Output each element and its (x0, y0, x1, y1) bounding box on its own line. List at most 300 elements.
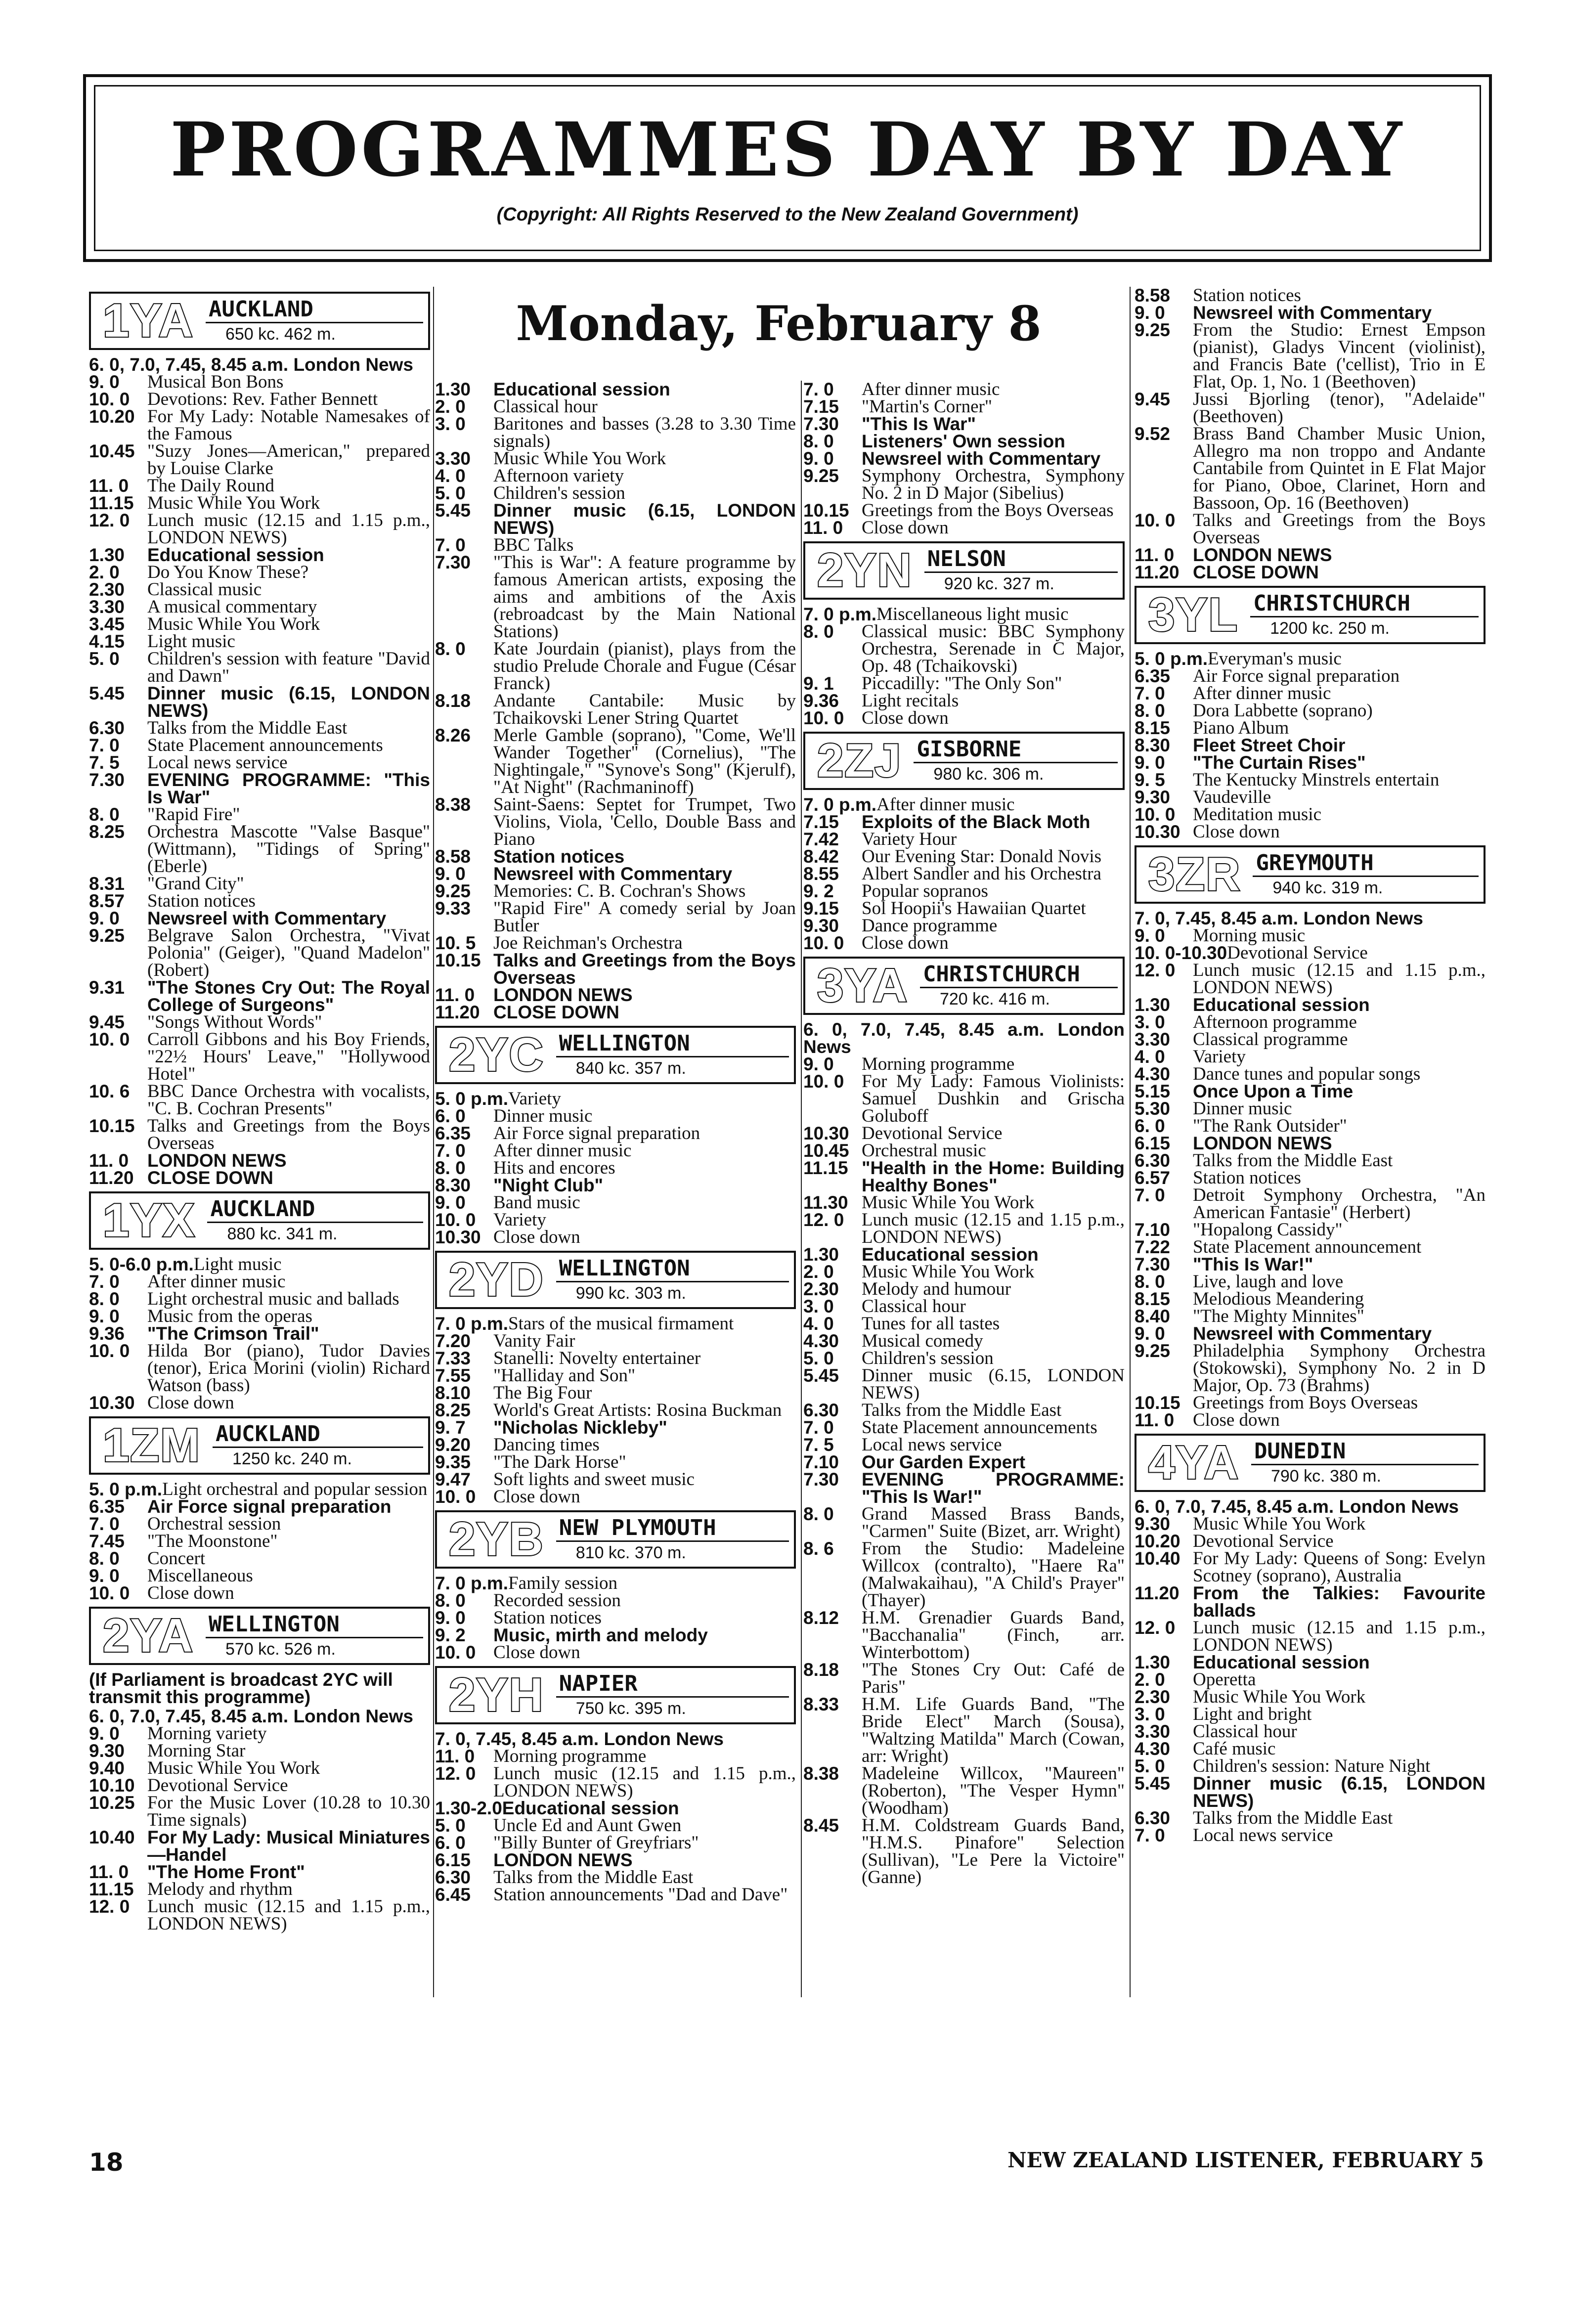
programme-description: Exploits of the Black Moth (862, 812, 1091, 832)
programme-entry (803, 1021, 1125, 1055)
programme-time: 9.25 (89, 925, 125, 946)
programme-time: 8.40 (1135, 1306, 1171, 1326)
programme-description: 6. 0, 7.0, 7.45, 8.45 a.m. London News (803, 1019, 1125, 1057)
programme-entry (89, 1829, 430, 1863)
programme-entry (89, 1777, 430, 1794)
programme-time: 9.36 (803, 691, 839, 711)
programme-description: 6. 0, 7.0, 7.45, 8.45 a.m. London News (89, 1706, 413, 1726)
programme-time: 8.18 (435, 691, 471, 711)
programme-entry (89, 1794, 430, 1829)
programme-entry (89, 1342, 430, 1394)
programme-entry (1135, 754, 1486, 771)
programme-entry (803, 882, 1125, 900)
programme-entry (803, 1055, 1125, 1073)
programme-description: Greetings from Boys Overseas (1193, 1393, 1418, 1413)
programme-entry (1135, 1083, 1486, 1100)
programme-description: Educational session (502, 1798, 679, 1818)
programme-description: For My Lady: Famous Violinists: Samuel Dushkin and Grischa Goluboff (862, 1071, 1125, 1126)
programme-time: 10.10 (89, 1775, 135, 1796)
programme-description: Symphony Orchestra, Symphony No. 2 in D Major (Sibelius) (862, 466, 1125, 503)
programme-time: 11.15 (89, 493, 134, 513)
programme-entry (803, 519, 1125, 536)
programme-entry (89, 1290, 430, 1308)
programme-time: 7. 0 (435, 535, 466, 555)
programme-time: 9.45 (89, 1012, 125, 1032)
programme-entry (803, 623, 1125, 675)
programme-entry (1135, 910, 1486, 927)
programme-entry (1135, 1584, 1486, 1619)
programme-description: LONDON NEWS (1193, 1133, 1332, 1153)
programme-description: H.M. Life Guards Band, "The Bride Elect" March (Sousa), "Waltzing Matilda" March (Cowan, arr: Wright) (862, 1694, 1125, 1766)
programme-description: Station notices (147, 891, 256, 911)
programme-description: Close down (862, 708, 949, 728)
station-block (89, 292, 430, 1186)
station-note: (If Parliament is broadcast 2YC will transmit this programme) (89, 1669, 393, 1707)
programme-time: 10.30 (1135, 822, 1180, 842)
programme-time: 11. 0 (89, 1862, 129, 1882)
programme-time: 7.42 (803, 829, 839, 849)
programme-description: Light orchestral and popular session (162, 1479, 428, 1499)
programme-entry (803, 848, 1125, 865)
programme-description: Kate Jourdain (pianist), plays from the studio Prelude Chorale and Fugue (César Franck) (493, 639, 796, 694)
programme-entry (1135, 1100, 1486, 1117)
station-block (89, 1191, 430, 1411)
programme-time: 9.30 (1135, 1514, 1171, 1534)
programme-entry (803, 1696, 1125, 1765)
programme-description: Classical music: BBC Symphony Orchestra, Serenade in C Major, Op. 48 (Tchaikovski) (862, 621, 1125, 676)
programme-entry (435, 1488, 796, 1505)
programme-description: Newsreel with Commentary (1193, 1323, 1432, 1344)
programme-entry (803, 1073, 1125, 1125)
station-block (803, 381, 1125, 536)
programme-time: 4.30 (803, 1331, 839, 1351)
programme-entry (89, 408, 430, 442)
programme-description: Station notices (1193, 287, 1301, 306)
programme-time: 8.42 (803, 846, 839, 867)
programme-description: Close down (862, 933, 949, 953)
programme-time: 8.25 (89, 822, 125, 842)
programme-entry (435, 986, 796, 1004)
programme-entry (89, 1725, 430, 1742)
programme-entry (1135, 1533, 1486, 1550)
programme-description: Classical hour (862, 1296, 966, 1316)
programme-description: The Kentucky Minstrels entertain (1193, 770, 1440, 790)
programme-entry (89, 633, 430, 650)
programme-entry (89, 1863, 430, 1881)
station-header (435, 1026, 796, 1084)
copyright-notice: (Copyright: All Rights Reserved to the New Zealand Government) (496, 204, 1079, 225)
programme-description: Afternoon variety (493, 466, 624, 486)
programme-time: 6.30 (435, 1867, 471, 1887)
programme-entry (1135, 1394, 1486, 1411)
station-city: NEW PLYMOUTH (556, 1516, 789, 1542)
programme-description: Local news service (862, 1435, 1002, 1455)
page-number: 18 (89, 2148, 124, 2177)
programme-description: 6. 0, 7.0, 7.45, 8.45 a.m. London News (89, 354, 413, 375)
programme-time: 7. 0 (89, 1514, 120, 1534)
programme-time: 10.20 (89, 406, 135, 427)
station-header (803, 541, 1125, 600)
programme-time: 8.15 (1135, 1289, 1171, 1309)
programme-description: Music While You Work (1193, 1687, 1366, 1707)
programme-entry (435, 1575, 796, 1592)
programme-description: Local news service (147, 752, 288, 773)
programme-entry (803, 831, 1125, 848)
programme-time: 4. 0 (435, 466, 466, 486)
programme-entry (1135, 1169, 1486, 1186)
programme-entry (803, 467, 1125, 502)
station-call-sign: 2YA (103, 1609, 194, 1662)
programme-time: 6.30 (803, 1400, 839, 1420)
programme-description: Devotional Service (862, 1123, 1003, 1143)
programme-entry (803, 1159, 1125, 1194)
programme-entry (89, 1498, 430, 1515)
programme-entry (803, 709, 1125, 727)
programme-description: Recorded session (493, 1590, 621, 1611)
station-header (89, 1607, 430, 1665)
programme-entry (1135, 1031, 1486, 1048)
programme-description: Musical Bon Bons (147, 372, 284, 392)
programme-time: 9. 0 (1135, 303, 1165, 323)
station-block (1135, 845, 1486, 1429)
programme-time: 10. 0 (89, 389, 130, 409)
programme-entry (1135, 789, 1486, 806)
programme-description: Air Force signal preparation (1193, 666, 1400, 686)
station-frequency: 1250 kc. 240 m. (232, 1449, 352, 1468)
programme-entry (1135, 719, 1486, 737)
station-block (1135, 287, 1486, 581)
programme-description: Dance programme (862, 916, 998, 936)
station-header (89, 292, 430, 350)
programme-entry (89, 1256, 430, 1273)
programme-time: 9. 2 (803, 881, 834, 901)
programme-description: "Hopalong Cassidy" (1193, 1220, 1343, 1240)
station-info (920, 962, 1118, 1010)
programme-time: 5.45 (89, 683, 125, 703)
programme-description: Talks from the Middle East (1193, 1808, 1393, 1828)
station-info (207, 1197, 423, 1245)
programme-description: Lunch music (12.15 and 1.15 p.m., LONDON NEWS) (1193, 1618, 1486, 1655)
programme-time: 7.30 (89, 770, 125, 790)
programme-description: Live, laugh and love (1193, 1272, 1344, 1292)
programme-entry (803, 675, 1125, 692)
programme-time: 7.33 (435, 1348, 471, 1368)
programme-time: 9. 7 (435, 1417, 466, 1438)
programme-time: 9. 1 (803, 673, 834, 694)
programme-description: Talks from the Middle East (493, 1867, 694, 1887)
programme-time: 8.30 (1135, 735, 1171, 755)
programme-entry (1135, 927, 1486, 944)
programme-entry (89, 1515, 430, 1533)
programme-description: Morning music (1193, 925, 1306, 946)
programme-description: Baritones and basses (3.28 to 3.30 Time signals) (493, 414, 796, 451)
programme-description: Family session (508, 1573, 618, 1593)
programme-description: Close down (862, 518, 949, 538)
programme-time: 7. 0 (89, 1272, 120, 1292)
programme-description: Music While You Work (493, 448, 666, 469)
programme-entry (1135, 512, 1486, 546)
programme-entry (89, 927, 430, 979)
station-info (556, 1516, 789, 1564)
programme-description: Saint-Saens: Septet for Trumpet, Two Violins, Viola, 'Cello, Double Bass and Piano (493, 794, 796, 849)
programme-description: BBC Talks (493, 535, 574, 555)
programme-entry (435, 796, 796, 848)
programme-entry (803, 606, 1125, 623)
programme-entry (1135, 1273, 1486, 1290)
programme-description: Piccadilly: "The Only Son" (862, 673, 1062, 694)
station-frequency: 1200 kc. 250 m. (1270, 618, 1390, 638)
programme-entry (435, 1817, 796, 1834)
programme-entry (1135, 737, 1486, 754)
programme-entry (89, 1013, 430, 1031)
programme-description: Classical hour (1193, 1721, 1297, 1742)
programme-description: Grand Massed Brass Bands, "Carmen" Suite (Bizet, arr. Wright) (862, 1504, 1125, 1541)
station-header (435, 1666, 796, 1724)
programme-description: Devotions: Rev. Father Bennett (147, 389, 378, 409)
programme-entry (435, 1350, 796, 1367)
programme-time: 9. 5 (1135, 770, 1165, 790)
programme-description: "The Rank Outsider" (1193, 1116, 1347, 1136)
programme-description: Operetta (1193, 1669, 1256, 1690)
programme-entry (435, 1869, 796, 1886)
station-call-sign: 2YN (817, 544, 913, 597)
programme-time: 9. 0 (1135, 925, 1165, 946)
programme-description: Dinner music (6.15, LONDON NEWS) (1193, 1773, 1486, 1811)
programme-entry (1135, 823, 1486, 840)
programme-entry (435, 554, 796, 640)
programme-entry (803, 1436, 1125, 1453)
programme-time: 9. 0 (435, 1608, 466, 1628)
programme-time: 7.55 (435, 1365, 471, 1386)
programme-entry (435, 1748, 796, 1765)
programme-entry (435, 900, 796, 934)
programme-description: Music While You Work (147, 493, 320, 513)
column-4 (1135, 287, 1486, 2066)
programme-description: Music from the operas (147, 1306, 312, 1326)
programme-entry (435, 1125, 796, 1142)
station-city: WELLINGTON (206, 1612, 423, 1638)
programme-time: 8. 6 (803, 1538, 834, 1559)
programme-description: "The Stones Cry Out: Café de Paris" (862, 1660, 1125, 1697)
programme-description: Jussi Bjorling (tenor), "Adelaide" (Beethoven) (1193, 389, 1486, 427)
programme-entry (1135, 962, 1486, 996)
programme-time: 10. 0 (803, 933, 844, 953)
programme-description: Local news service (1193, 1825, 1333, 1845)
programme-entry (89, 442, 430, 477)
programme-entry (803, 1263, 1125, 1280)
programme-entry (89, 1759, 430, 1777)
programme-description: State Placement announcements (862, 1417, 1097, 1438)
programme-entry (89, 512, 430, 546)
station-frequency: 880 kc. 341 m. (227, 1224, 338, 1243)
programme-entry (89, 598, 430, 615)
programme-description: Band music (493, 1192, 580, 1213)
programme-description: Variety Hour (862, 829, 957, 849)
programme-description: Music, mirth and melody (493, 1625, 708, 1645)
programme-time: 9.45 (1135, 389, 1171, 409)
programme-description: "The Home Front" (147, 1862, 305, 1882)
programme-time: 5.30 (1135, 1098, 1171, 1119)
programme-description: Close down (493, 1642, 580, 1663)
programme-entry (1135, 1809, 1486, 1827)
programme-time: 7. 0 (803, 379, 834, 399)
programme-time: 9. 0 (803, 448, 834, 469)
programme-entry (435, 1851, 796, 1869)
header-inner-frame (94, 85, 1481, 251)
programme-time: 7.30 (803, 414, 839, 434)
programme-description: Variety (508, 1089, 561, 1109)
programme-time: 11.15 (89, 1879, 134, 1899)
programme-entry (435, 1004, 796, 1021)
programme-entry (803, 1332, 1125, 1350)
programme-entry (1135, 1186, 1486, 1221)
programme-time: 9. 0 (89, 1566, 120, 1586)
programme-time: 10. 0 (1135, 804, 1176, 825)
programme-description: Hits and encores (493, 1158, 615, 1178)
programme-description: "Nicholas Nickleby" (493, 1417, 667, 1438)
programme-time: 11. 0 (89, 1150, 129, 1171)
programme-time: 7. 5 (803, 1435, 834, 1455)
station-city: AUCKLAND (207, 1197, 423, 1223)
programme-description: Talks from the Middle East (147, 718, 348, 738)
station-info (1253, 851, 1479, 899)
programme-description: From the Studio: Ernest Empson (pianist), Gladys Vincent (violinist), and Francis Bate ('cellist), Trio in E Flat, Op. 1, No. 1 (Beethoven) (1193, 320, 1486, 392)
programme-time: 7. 0 (803, 1417, 834, 1438)
programme-time: 6.35 (89, 1496, 125, 1517)
station-header (435, 1510, 796, 1569)
programme-time: 8.55 (803, 864, 839, 884)
station-frequency: 940 kc. 319 m. (1272, 878, 1383, 897)
programme-entry (89, 1031, 430, 1083)
programme-entry (803, 865, 1125, 882)
programme-time: 3. 0 (803, 1296, 834, 1316)
programme-entry (1135, 1342, 1486, 1394)
programme-description: Air Force signal preparation (493, 1123, 700, 1143)
programme-entry (89, 979, 430, 1013)
programme-entry (803, 1280, 1125, 1298)
programme-entry (1135, 1619, 1486, 1654)
programme-description: A musical commentary (147, 597, 317, 617)
programme-time: 9.25 (1135, 320, 1171, 340)
programme-entry (1135, 1135, 1486, 1152)
station-city: WELLINGTON (556, 1031, 789, 1057)
programme-entry (435, 1228, 796, 1246)
programme-description: Devotional Service (1193, 1531, 1334, 1551)
programme-description: Morning Star (147, 1741, 246, 1761)
programme-time: 10. 6 (89, 1081, 130, 1101)
programme-description: Talks and Greetings from the Boys Overseas (147, 1116, 430, 1153)
station-frequency: 750 kc. 395 m. (575, 1699, 686, 1718)
station-frequency: 650 kc. 462 m. (225, 324, 336, 344)
programme-time: 7. 0 p.m. (803, 794, 877, 815)
programme-description: Lunch music (12.15 and 1.15 p.m., LONDON NEWS) (147, 510, 430, 548)
programme-description: Talks and Greetings from the Boys Overseas (1193, 510, 1486, 548)
programme-entry (435, 1159, 796, 1177)
station-block (803, 541, 1125, 727)
programme-time: 8. 0 (435, 1158, 466, 1178)
programme-description: H.M. Grenadier Guards Band, "Bacchanalia" (Finch, arr. Winterbottom) (862, 1608, 1125, 1663)
header-frame (83, 74, 1492, 262)
programme-time: 11. 0 (1135, 1410, 1175, 1430)
programme-time: 6.45 (435, 1885, 471, 1905)
programme-time: 7.45 (89, 1531, 125, 1551)
programme-description: "The Stones Cry Out: The Royal College of Surgeons" (147, 977, 430, 1015)
programme-time: 7. 0 p.m. (435, 1573, 509, 1593)
programme-time: 9. 0 (1135, 752, 1165, 773)
programme-entry (89, 477, 430, 494)
station-call-sign: 3YA (817, 959, 908, 1012)
station-header (1135, 1434, 1486, 1492)
programme-description: Albert Sandler and his Orchestra (862, 864, 1101, 884)
programme-description: Newsreel with Commentary (1193, 303, 1432, 323)
programme-time: 5. 0 (803, 1348, 834, 1368)
station-call-sign: 3ZR (1148, 848, 1241, 901)
programme-entry (89, 1881, 430, 1898)
programme-entry (89, 650, 430, 685)
programme-description: Newsreel with Commentary (493, 864, 733, 884)
programme-entry (1135, 1325, 1486, 1342)
programme-time: 12. 0 (1135, 960, 1176, 980)
programme-entry (89, 754, 430, 771)
programme-entry (89, 1742, 430, 1759)
programme-time: 1.30 (1135, 995, 1171, 1015)
station-city: AUCKLAND (213, 1422, 423, 1448)
programme-entry (89, 1584, 430, 1602)
station-info (914, 737, 1118, 785)
programme-description: Classical programme (1193, 1029, 1348, 1050)
programme-entry (1135, 287, 1486, 304)
programme-entry (1135, 1550, 1486, 1584)
programme-entry (1135, 650, 1486, 667)
programme-time: 7. 0 p.m. (803, 604, 877, 624)
programme-entry (435, 848, 796, 865)
programme-entry (1135, 1498, 1486, 1515)
programme-time: 8. 0 (89, 804, 120, 825)
programme-time: 3.45 (89, 614, 125, 634)
column-2-3 (435, 287, 1127, 2066)
station-header (1135, 845, 1486, 904)
programme-description: Newsreel with Commentary (862, 448, 1101, 469)
station-city: CHRISTCHURCH (920, 962, 1118, 988)
programme-time: 2. 0 (803, 1262, 834, 1282)
programme-entry (1135, 1152, 1486, 1169)
programme-time: 10.40 (89, 1827, 135, 1847)
programme-description: Greetings from the Boys Overseas (862, 500, 1114, 521)
programme-entry (1135, 1654, 1486, 1671)
station-block (435, 1666, 796, 1903)
programme-description: Brass Band Chamber Music Union, Allegro ma non troppo and Andante Cantabile from Quintet in E Flat Major for Piano, Oboe, Clarinet, Horn and Bassoon, Op. 16 (Beethoven) (1193, 424, 1486, 513)
programme-entry (803, 1211, 1125, 1246)
programme-time: 8.10 (435, 1383, 471, 1403)
programme-description: Dancing times (493, 1435, 600, 1455)
programme-time: 7.22 (1135, 1237, 1171, 1257)
programme-description: Close down (493, 1227, 580, 1247)
programme-entry (1135, 1827, 1486, 1844)
programme-entry (435, 1384, 796, 1402)
programme-time: 5. 0 (435, 483, 466, 503)
programme-description: After dinner music (862, 379, 1000, 399)
station-city: NELSON (924, 547, 1118, 573)
programme-entry (89, 1273, 430, 1290)
programme-time: 9.15 (803, 898, 839, 919)
programme-entry (803, 1315, 1125, 1332)
programme-entry (435, 415, 796, 450)
programme-entry (435, 1799, 796, 1817)
programme-time: 5. 0 p.m. (89, 1479, 163, 1499)
programme-entry (89, 1308, 430, 1325)
programme-time: 11. 0 (803, 518, 843, 538)
programme-description: Children's session: Nature Night (1193, 1756, 1431, 1776)
